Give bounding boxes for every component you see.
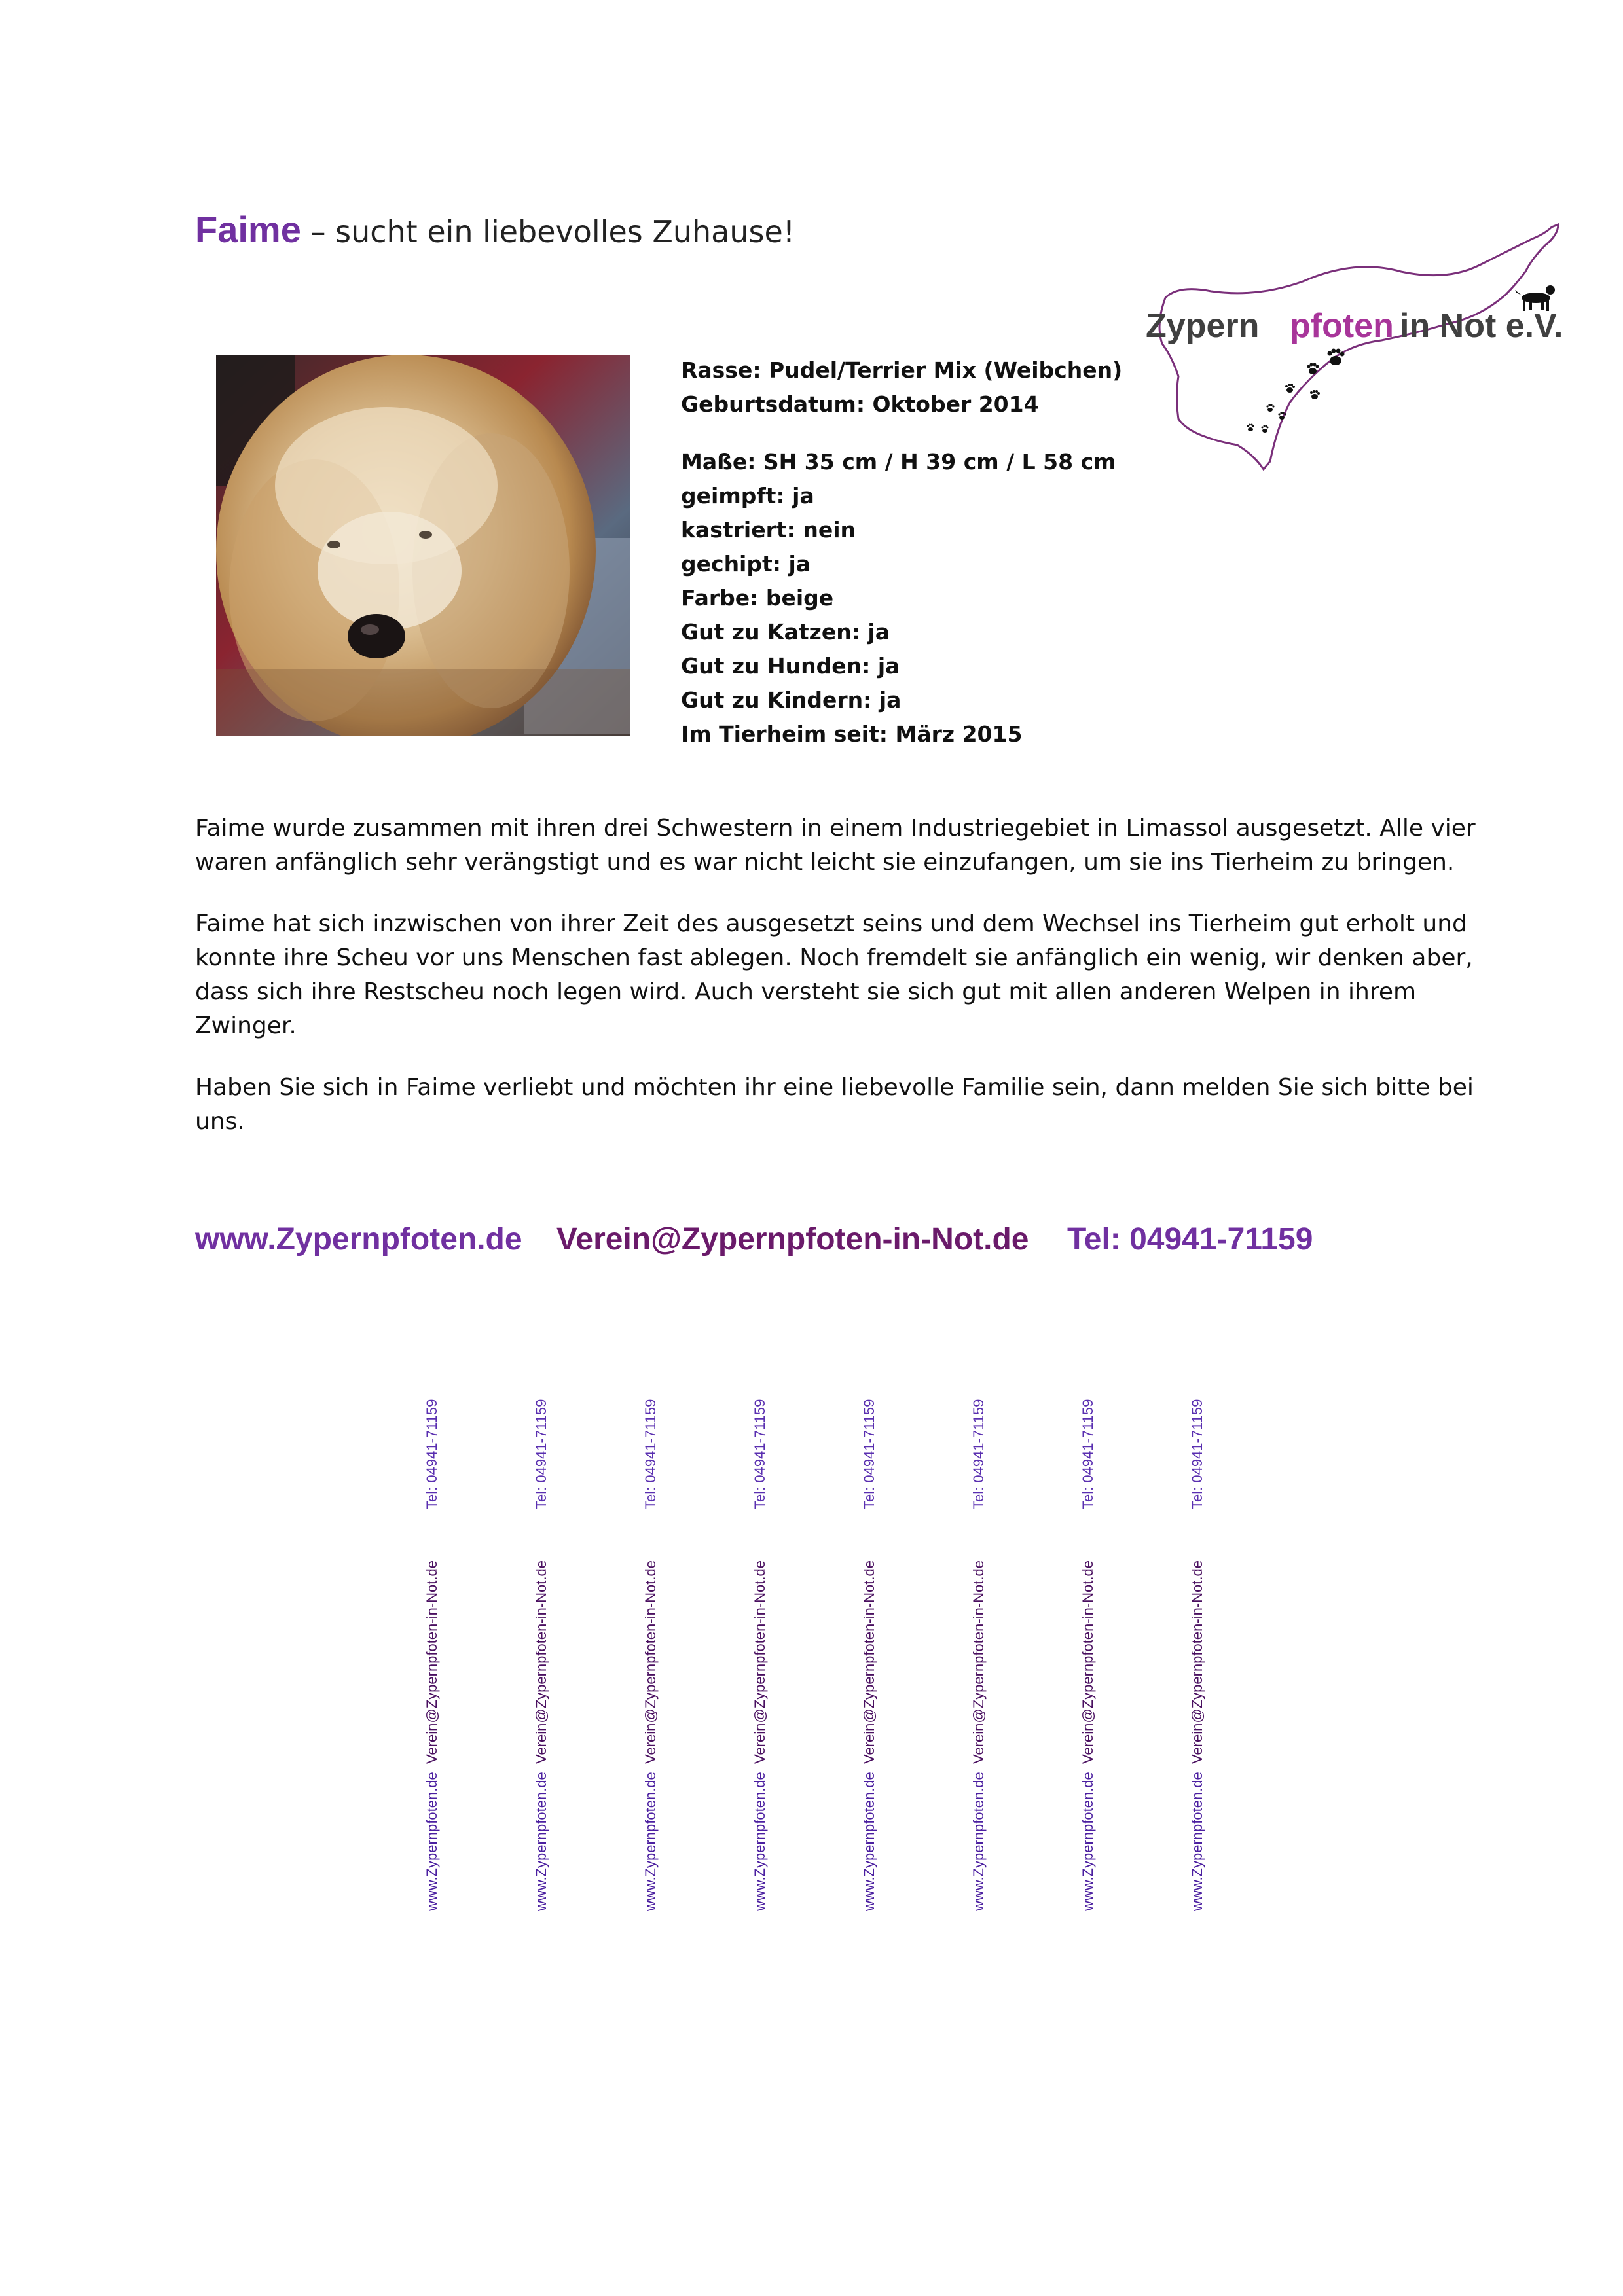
strip-email: Verein@Zypernpfoten-in-Not.de	[861, 1560, 877, 1764]
dog-facts	[681, 353, 1139, 751]
fact-chipped: gechipt: ja	[681, 551, 811, 577]
tear-off-strip	[1075, 1388, 1101, 1911]
paragraph-2: Faime hat sich inzwischen von ihrer Zeit des ausgesetzt seins und dem Wechsel ins Tierheim gut erholt und konnte ihre Scheu vor uns Menschen fast ablegen. Noch fremdelt sie anfänglich ein wenig, wir denken aber, dass sich ihre Restscheu noch legen wird. Auch versteht sie sich gut mit allen anderen Welpen in ihrem Zwinger.	[195, 910, 1473, 1039]
strip-phone: Tel: 04941-71159	[424, 1399, 440, 1509]
strip-website: www.Zypernpfoten.de	[970, 1772, 987, 1911]
tear-off-strip	[419, 1388, 445, 1911]
description	[195, 812, 1478, 1166]
strip-phone: Tel: 04941-71159	[970, 1399, 987, 1509]
organization-logo	[1139, 219, 1571, 478]
tear-off-strip	[638, 1388, 664, 1911]
logo-word-2: pfoten	[1290, 307, 1394, 345]
logo-word-1: Zypern	[1146, 307, 1260, 345]
strip-website: www.Zypernpfoten.de	[861, 1772, 877, 1911]
strip-phone: Tel: 04941-71159	[1189, 1399, 1205, 1509]
strip-email: Verein@Zypernpfoten-in-Not.de	[533, 1560, 549, 1764]
fact-birthdate: Geburtsdatum: Oktober 2014	[681, 391, 1039, 417]
tear-off-strip	[528, 1388, 555, 1911]
strip-website: www.Zypernpfoten.de	[752, 1772, 768, 1911]
fact-breed: Rasse: Pudel/Terrier Mix (Weibchen)	[681, 357, 1123, 383]
strip-phone: Tel: 04941-71159	[533, 1399, 549, 1509]
strip-website: www.Zypernpfoten.de	[1080, 1772, 1096, 1911]
dog-photo	[216, 355, 630, 736]
strip-email: Verein@Zypernpfoten-in-Not.de	[424, 1560, 440, 1764]
strip-phone: Tel: 04941-71159	[1080, 1399, 1096, 1509]
strip-website: www.Zypernpfoten.de	[424, 1772, 440, 1911]
strip-website: www.Zypernpfoten.de	[642, 1772, 659, 1911]
paw-prints-icon	[1247, 349, 1345, 433]
strip-email: Verein@Zypernpfoten-in-Not.de	[642, 1560, 659, 1764]
fact-neutered: kastriert: nein	[681, 517, 856, 543]
strip-website: www.Zypernpfoten.de	[533, 1772, 549, 1911]
paragraph-1: Faime wurde zusammen mit ihren drei Schwestern in einem Industriegebiet in Limassol ausgesetzt. Alle vier waren anfänglich sehr verängstigt und es war nicht leicht sie einzufangen, um sie ins Tierheim zu bringen.	[195, 815, 1476, 876]
tear-off-strip	[856, 1388, 883, 1911]
title-tagline: – sucht ein liebevolles Zuhause!	[301, 214, 795, 249]
tear-off-strip	[1184, 1388, 1211, 1911]
strip-website: www.Zypernpfoten.de	[1189, 1772, 1205, 1911]
strip-phone: Tel: 04941-71159	[642, 1399, 659, 1509]
fact-measurements: Maße: SH 35 cm / H 39 cm / L 58 cm	[681, 449, 1116, 475]
fact-children: Gut zu Kindern: ja	[681, 687, 902, 713]
strip-email: Verein@Zypernpfoten-in-Not.de	[1189, 1560, 1205, 1764]
fact-vaccinated: geimpft: ja	[681, 483, 814, 509]
logo-word-3: in Not e.V.	[1400, 307, 1563, 345]
paragraph-3: Haben Sie sich in Faime verliebt und möchten ihr eine liebevolle Familie sein, dann melden Sie sich bitte bei uns.	[195, 1074, 1474, 1135]
fact-color: Farbe: beige	[681, 585, 834, 611]
fact-shelter-since: Im Tierheim seit: März 2015	[681, 721, 1023, 747]
strip-email: Verein@Zypernpfoten-in-Not.de	[970, 1560, 987, 1764]
strip-email: Verein@Zypernpfoten-in-Not.de	[752, 1560, 768, 1764]
fact-cats: Gut zu Katzen: ja	[681, 619, 890, 645]
strip-phone: Tel: 04941-71159	[752, 1399, 768, 1509]
phone-number: Tel: 04941-71159	[1067, 1222, 1313, 1257]
dog-name: Faime	[195, 209, 301, 250]
cyprus-outline-logo-icon	[1139, 219, 1571, 478]
fact-dogs: Gut zu Hunden: ja	[681, 653, 900, 679]
strip-phone: Tel: 04941-71159	[861, 1399, 877, 1509]
tear-off-strip	[966, 1388, 992, 1911]
page-title	[195, 208, 795, 251]
website-link[interactable]: www.Zypernpfoten.de	[195, 1222, 522, 1257]
email-link[interactable]: Verein@Zypernpfoten-in-Not.de	[556, 1222, 1029, 1257]
strip-email: Verein@Zypernpfoten-in-Not.de	[1080, 1560, 1096, 1764]
tear-off-strip	[747, 1388, 773, 1911]
